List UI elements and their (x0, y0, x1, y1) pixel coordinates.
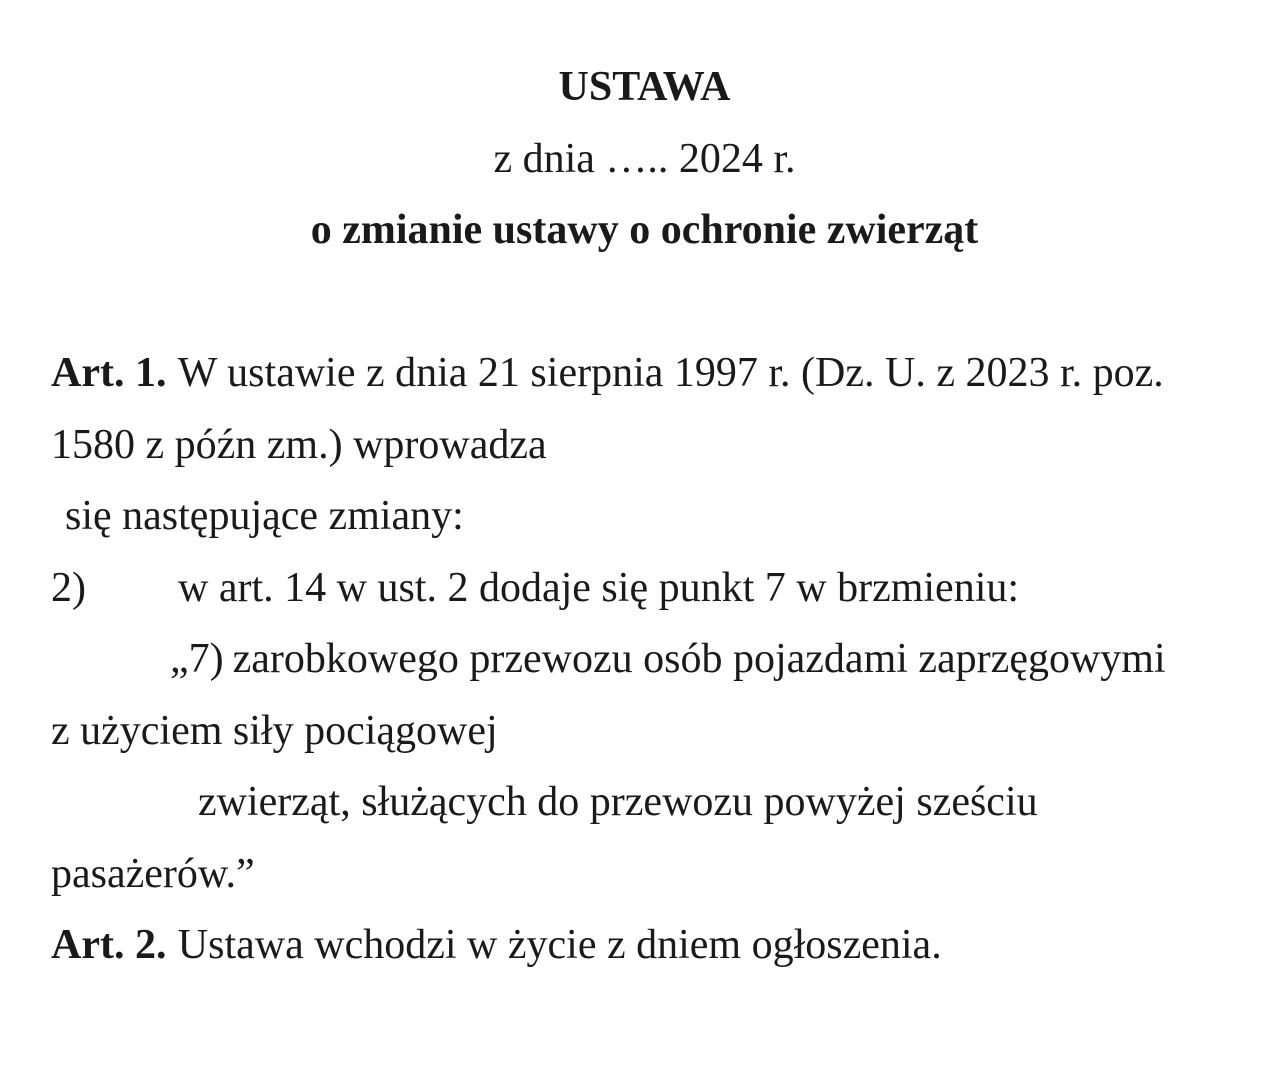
point-2-line (51, 553, 1238, 625)
article-2-line (51, 910, 1238, 982)
act-date-line: z dnia ….. 2024 r. (493, 135, 796, 182)
article-1-label: Art. 1. (51, 350, 167, 396)
point-7-line-1 (51, 624, 1238, 696)
spacer (51, 267, 1238, 339)
article-1-line-3: się następujące zmiany: (65, 493, 464, 539)
point-7-line-2: z użyciem siły pociągowej (51, 707, 498, 754)
article-1-text: W ustawie z dnia 21 sierpnia 1997 r. (Dz. U. z 2023 r. poz. (177, 350, 1164, 396)
point-7-text-1: zarobkowego przewozu osób pojazdami zaprzęgowymi (232, 636, 1166, 682)
point-7-number: „7) (170, 636, 224, 682)
article-1-line-1 (51, 338, 1238, 410)
point-2-text: w art. 14 w ust. 2 dodaje się punkt 7 w brzmieniu: (178, 564, 1020, 611)
article-1-line-2: 1580 z późn zm.) wprowadza (51, 421, 547, 468)
act-subject: o zmianie ustawy o ochronie zwierząt (310, 207, 979, 253)
article-2-label: Art. 2. (51, 922, 167, 968)
point-2-number: 2) (51, 564, 86, 611)
act-title: USTAWA (558, 64, 731, 110)
point-7-line-4: pasażerów.” (51, 850, 255, 897)
point-7-line-3: zwierząt, służących do przewozu powyżej sześciu (198, 779, 1038, 825)
article-2-text: Ustawa wchodzi w życie z dniem ogłoszenia. (177, 922, 942, 968)
